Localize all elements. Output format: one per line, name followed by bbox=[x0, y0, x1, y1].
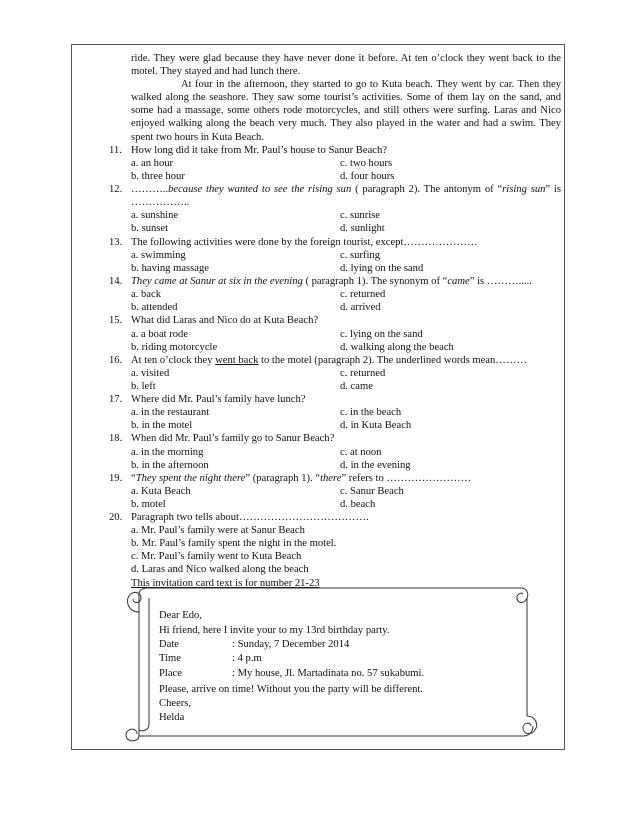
passage bbox=[131, 52, 561, 144]
date-value: : Sunday, 7 December 2014 bbox=[232, 639, 350, 650]
option-a: a. sunshine bbox=[131, 210, 179, 221]
question-underlined: went back bbox=[215, 355, 259, 366]
place-label: Place bbox=[159, 668, 182, 679]
invitation-closing: Please, arrive on time! Without you the party will be different. bbox=[159, 684, 423, 695]
invitation-cheers: Cheers, bbox=[159, 698, 192, 709]
question-pre: At ten o’clock they bbox=[131, 355, 216, 366]
question-post: to the motel (paragraph 2). The underlined words mean……… bbox=[258, 355, 528, 366]
option-a: a. Mr. Paul’s family were at Sanur Beach bbox=[131, 525, 305, 536]
option-d: d. arrived bbox=[340, 302, 381, 313]
option-b: b. in the afternoon bbox=[131, 460, 209, 471]
option-b: b. Mr. Paul’s family spent the night in the motel. bbox=[131, 538, 337, 549]
question-italic: because they wanted to see the rising sun bbox=[168, 184, 352, 195]
question-number: 16. bbox=[109, 355, 123, 366]
question-text bbox=[131, 354, 527, 367]
invitation-sender: Helda bbox=[159, 712, 185, 723]
option-a: a. in the restaurant bbox=[131, 407, 210, 418]
question-post: ” (paragraph 1). “ bbox=[245, 473, 321, 484]
question-post-2: ” is ………..... bbox=[469, 276, 532, 287]
time-label: Time bbox=[159, 653, 181, 664]
question-italic: They came at Sanur at six in the evening bbox=[131, 276, 303, 287]
question-number: 14. bbox=[109, 276, 123, 287]
question-italic-2: rising sun bbox=[502, 184, 546, 195]
option-a: a. back bbox=[131, 289, 161, 300]
question-number: 13. bbox=[109, 237, 123, 248]
time-value: : 4 p.m bbox=[232, 653, 262, 664]
question-text: Paragraph two tells about………………………………. bbox=[131, 512, 369, 523]
option-a: a. a boat rode bbox=[131, 329, 189, 340]
option-c: c. surfing bbox=[340, 250, 381, 261]
option-c: c. sunrise bbox=[340, 210, 381, 221]
question-number: 19. bbox=[109, 473, 123, 484]
question-text: What did Laras and Nico do at Kuta Beach? bbox=[131, 315, 319, 326]
option-b: b. attended bbox=[131, 302, 178, 313]
question-number: 17. bbox=[109, 394, 123, 405]
question-italic-2: came bbox=[447, 276, 470, 287]
passage-paragraph-2: At four in the afternoon, they started to go to Kuta beach. They went by car. Then they walked along the seashore. They saw some tourist’s activities. Some of them lay on the sand, and some had a massage, some others rode motorcycles, and still others were surfing. Laras and Nico enjoyed walking along the beach very much. They also played in the water and had a swim. They spent two hours in Kuta Beach. bbox=[131, 79, 561, 143]
option-b: b. sunset bbox=[131, 223, 169, 234]
option-b: b. having massage bbox=[131, 263, 209, 274]
question-number: 15. bbox=[109, 315, 123, 326]
question-text bbox=[131, 472, 471, 485]
question-post-2: ” refers to …………………… bbox=[341, 473, 472, 484]
question-italic: They spent the night there bbox=[135, 473, 246, 484]
question-text: When did Mr. Paul’s family go to Sanur Beach? bbox=[131, 433, 335, 444]
invitation-line: Hi friend, here I invite your to my 13rd birthday party. bbox=[159, 625, 390, 636]
date-label: Date bbox=[159, 639, 179, 650]
option-d: d. in Kuta Beach bbox=[340, 420, 412, 431]
option-c: c. Sanur Beach bbox=[340, 486, 404, 497]
question-number: 20. bbox=[109, 512, 123, 523]
question-post-2: ” is …………….. bbox=[131, 184, 561, 208]
option-d: d. four hours bbox=[340, 171, 395, 182]
option-b: b. riding motorcycle bbox=[131, 342, 218, 353]
invitation-greeting: Dear Edo, bbox=[159, 610, 202, 621]
option-b: b. motel bbox=[131, 499, 166, 510]
option-b: b. left bbox=[131, 381, 156, 392]
place-value: : My house, Jl. Martadinata no. 57 sukabumi. bbox=[232, 668, 425, 679]
question-pre: “ bbox=[131, 473, 136, 484]
question-number: 18. bbox=[109, 433, 123, 444]
option-c: c. returned bbox=[340, 289, 386, 300]
question-number: 11. bbox=[109, 145, 122, 156]
option-c: c. returned bbox=[340, 368, 386, 379]
option-c: c. Mr. Paul’s family went to Kuta Beach bbox=[131, 551, 302, 562]
question-number: 12. bbox=[109, 184, 123, 195]
question-post: ( paragraph 1). The synonym of “ bbox=[302, 276, 448, 287]
option-c: c. lying on the sand bbox=[340, 329, 423, 340]
option-c: c. in the beach bbox=[340, 407, 402, 418]
option-d: d. came bbox=[340, 381, 373, 392]
question-post: ( paragraph 2). The antonym of “ bbox=[351, 184, 503, 195]
option-d: d. walking along the beach bbox=[340, 342, 454, 353]
question-text: Where did Mr. Paul’s family have lunch? bbox=[131, 394, 306, 405]
option-b: b. three hour bbox=[131, 171, 185, 182]
option-a: a. visited bbox=[131, 368, 170, 379]
option-a: a. swimming bbox=[131, 250, 186, 261]
invitation-heading: This invitation card text is for number 21-23 bbox=[131, 578, 320, 589]
option-d: d. Laras and Nico walked along the beach bbox=[131, 564, 309, 575]
question-text bbox=[131, 275, 532, 288]
option-b: b. in the motel bbox=[131, 420, 193, 431]
question-text: The following activities were done by the foreign tourist, except………………… bbox=[131, 237, 478, 248]
option-c: c. two hours bbox=[340, 158, 393, 169]
option-a: a. Kuta Beach bbox=[131, 486, 191, 497]
question-text bbox=[131, 183, 561, 209]
option-c: c. at noon bbox=[340, 447, 382, 458]
question-text: How long did it take from Mr. Paul’s house to Sanur Beach? bbox=[131, 145, 387, 156]
passage-line: ride. They were glad because they have never done it before. At ten o’clock they went back to the motel. They stayed and had lunch there. bbox=[131, 53, 561, 78]
question-italic-2: there bbox=[320, 473, 342, 484]
question-pre: ……….. bbox=[131, 184, 169, 195]
option-d: d. sunlight bbox=[340, 223, 385, 234]
option-d: d. in the evening bbox=[340, 460, 411, 471]
option-d: d. beach bbox=[340, 499, 376, 510]
option-a: a. an hour bbox=[131, 158, 174, 169]
option-d: d. lying on the sand bbox=[340, 263, 424, 274]
option-a: a. in the morning bbox=[131, 447, 204, 458]
